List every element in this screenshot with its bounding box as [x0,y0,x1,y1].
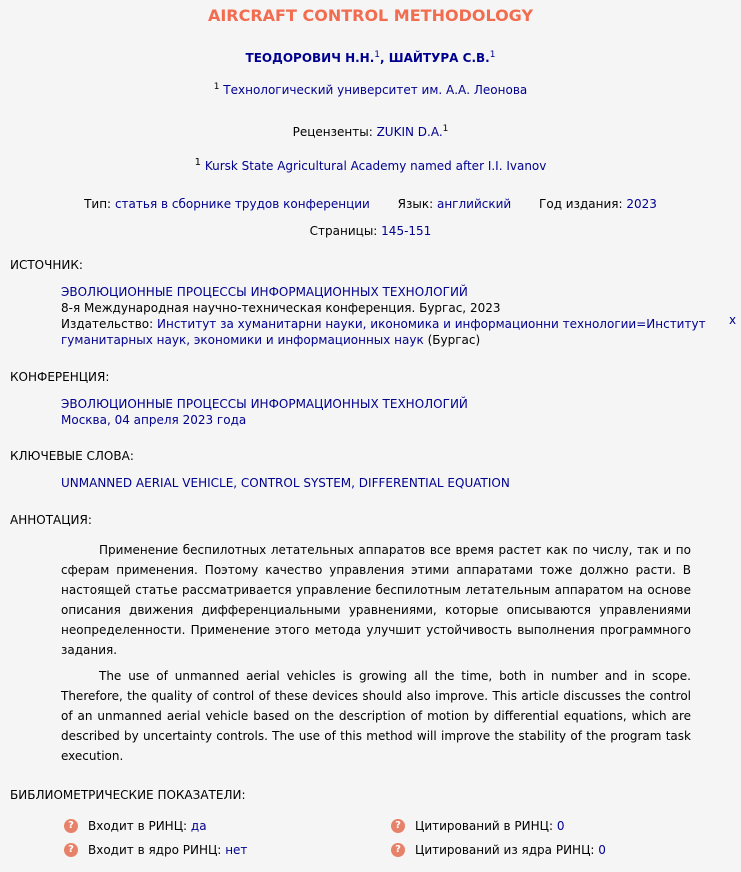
help-icon[interactable]: ? [64,819,78,833]
source-block [61,284,706,348]
stat-core [64,843,247,857]
abstract-ru [61,540,691,660]
reviewers [0,124,741,139]
cit-rinc-value[interactable]: 0 [556,819,565,833]
reviewers-label: Рецензенты: [292,125,373,139]
article-meta [0,197,741,211]
affiliation [0,82,741,97]
rinc-value: да [190,819,207,833]
keywords-link[interactable]: UNMANNED AERIAL VEHICLE, CONTROL SYSTEM, DIFFERENTIAL EQUATION [61,476,510,490]
cit-core-label: Цитирований из ядра РИНЦ: [415,843,595,857]
reviewer-affiliation [0,157,741,173]
abstract-en [61,666,691,766]
author-separator: , [380,51,385,65]
meta-language [398,197,512,211]
reviewer-affiliation-sup: 1 [194,157,201,168]
stat-cit-core [391,843,606,857]
reviewer-name: ZUKIN D.A. [376,125,443,139]
bibliometrics-heading: БИБЛИОМЕТРИЧЕСКИЕ ПОКАЗАТЕЛИ: [10,788,246,802]
pages-label: Страницы: [309,224,378,238]
language-label: Язык: [397,197,434,211]
pages-value: 145-151 [381,224,432,238]
author-link[interactable]: ТЕОДОРОВИЧ Н.Н. [245,51,375,65]
conference-heading: КОНФЕРЕНЦИЯ: [10,370,110,384]
conference-block [61,396,468,428]
conference-title-link[interactable]: ЭВОЛЮЦИОННЫЕ ПРОЦЕССЫ ИНФОРМАЦИОННЫХ ТЕХНОЛОГИЙ [61,397,468,411]
type-label: Тип: [84,197,112,211]
cit-core-value[interactable]: 0 [598,843,606,857]
stat-rinc [64,819,207,833]
publisher-link[interactable]: Институт за хуманитарни науки, икономика и информационни технологии=Институт [157,317,706,331]
help-icon[interactable]: ? [391,843,405,857]
article-title: AIRCRAFT CONTROL METHODOLOGY [207,6,534,25]
author-link[interactable]: ШАЙТУРА С.В. [388,51,490,65]
language-value: английский [436,197,512,211]
year-label: Год издания: [539,197,623,211]
core-label: Входит в ядро РИНЦ: [88,843,222,857]
stat-cit-rinc [391,819,565,833]
publisher-city: (Бургас) [427,333,481,347]
help-icon[interactable]: ? [64,843,78,857]
type-value: статья в сборнике трудов конференции [114,197,370,211]
author-sup: 1 [489,50,496,60]
affiliation-sup: 1 [213,82,220,92]
close-icon[interactable]: x [729,313,737,327]
source-heading: ИСТОЧНИК: [10,258,83,272]
affiliation-link[interactable]: Технологический университет им. А.А. Леонова [223,83,528,97]
authors [0,50,741,65]
publisher-label: Издательство: [61,317,154,331]
rinc-label: Входит в РИНЦ: [88,819,188,833]
publisher-link-cont[interactable]: гуманитарных наук, экономики и информационных наук [61,333,424,347]
abstract-heading: АННОТАЦИЯ: [10,513,92,527]
conference-place-date: Москва, 04 апреля 2023 года [61,413,247,427]
abstract-en-text: The use of unmanned aerial vehicles is growing all the time, both in number and in scope. Therefore, the quality of control of these devices should also improve. This article discusses the control of an unmanned aerial vehicle based on the description of motion by differential equations, which are described by uncertainty controls. The use of this method will improve the stability of the program task execution. [61,669,691,763]
abstract-ru-text: Применение беспилотных летательных аппаратов все время растет как по числу, так и по сферам применения. Поэтому качество управления этими аппаратами тоже должно расти. В настоящей статье рассматривается управление беспилотным летательным аппаратом на основе описания движения дифференциальными уравнениями, которые описываются управлениями неопределенности. Применение этого метода улучшит устойчивость выполнения программного задания. [61,543,691,657]
year-value: 2023 [626,197,657,211]
meta-year [539,197,657,211]
keywords-heading: КЛЮЧЕВЫЕ СЛОВА: [10,449,134,463]
publisher-line [61,316,706,332]
source-title-link[interactable]: ЭВОЛЮЦИОННЫЕ ПРОЦЕССЫ ИНФОРМАЦИОННЫХ ТЕХНОЛОГИЙ [61,285,468,299]
author-sup: 1 [374,50,381,60]
core-value: нет [225,843,248,857]
meta-type [84,197,370,211]
reviewer-affiliation-text: Kursk State Agricultural Academy named after I.I. Ivanov [204,159,547,173]
meta-pages [0,224,741,238]
help-icon[interactable]: ? [391,819,405,833]
source-conference-line: 8-я Международная научно-техническая конференция. Бургас, 2023 [61,301,501,315]
reviewer-sup: 1 [442,124,449,134]
cit-rinc-label: Цитирований в РИНЦ: [415,819,554,833]
